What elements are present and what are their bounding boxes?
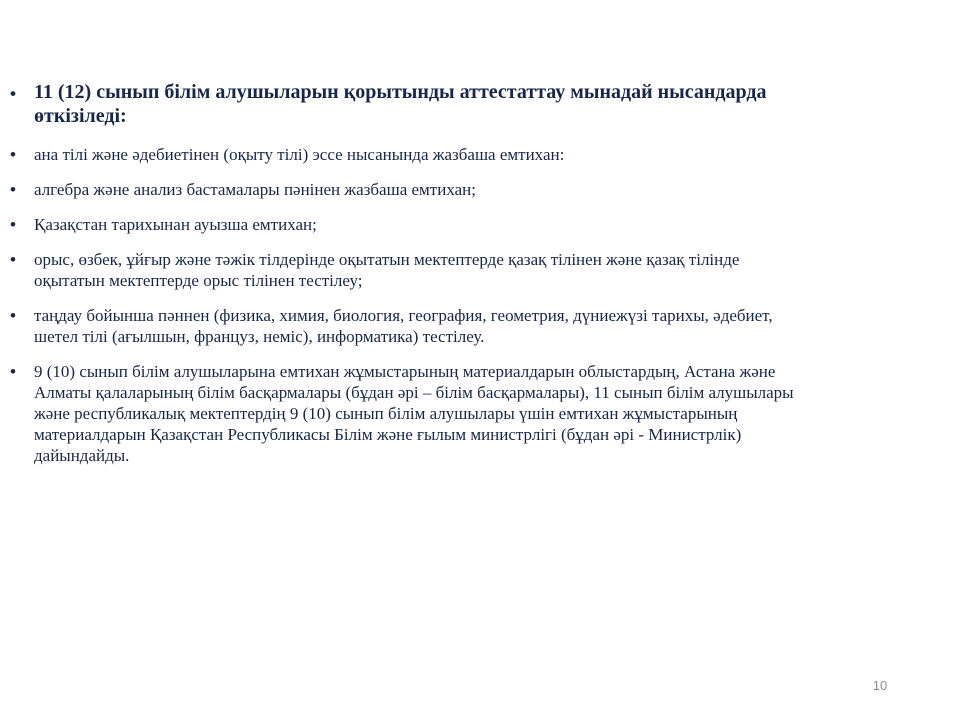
list-item-text: таңдау бойынша пәннен (физика, химия, биология, география, геометрия, дүниежүзі тарихы, әдебиет, шетел тілі (ағылшын, француз, неміс), информатика) тестілеу. xyxy=(34,306,773,346)
bullet-dot-icon: • xyxy=(10,362,16,381)
bullet-dot-icon: • xyxy=(10,215,16,234)
bullet-dot-icon: • xyxy=(10,306,16,325)
list-item xyxy=(10,214,810,235)
list-item-text: алгебра және анализ бастамалары пәнінен жазбаша емтихан; xyxy=(34,180,476,199)
bullet-list xyxy=(10,80,810,480)
list-item xyxy=(10,361,810,466)
list-item-text: Қазақстан тарихынан ауызша емтихан; xyxy=(34,215,317,234)
list-item-text: 9 (10) сынып білім алушыларына емтихан жұмыстарының материалдарын облыстардың, Астана және Алматы қалаларының білім басқармалары (бұдан әрі – білім басқармалары), 11 сынып білім алушылары және республикалық мектептердің 9 (10) сынып білім алушылары үшін емтихан жұмыстарының материалдарын Қазақстан Республикасы Білім және ғылым министрлігі (бұдан әрі - Министрлік) дайындайды. xyxy=(34,362,794,465)
bullet-dot-icon: • xyxy=(10,250,16,269)
bullet-dot-icon: • xyxy=(10,84,16,103)
page-number: 10 xyxy=(872,678,888,693)
list-item xyxy=(10,249,810,291)
list-item xyxy=(10,305,810,347)
list-item xyxy=(10,144,810,165)
list-item-text: орыс, өзбек, ұйғыр және тәжік тілдерінде оқытатын мектептерде қазақ тілінен және қазақ тілінде оқытатын мектептерде орыс тілінен тестілеу; xyxy=(34,250,740,290)
bullet-dot-icon: • xyxy=(10,145,16,164)
list-item xyxy=(10,179,810,200)
heading-bullet xyxy=(10,80,810,128)
bullet-dot-icon: • xyxy=(10,180,16,199)
list-item-text: ана тілі және әдебиетінен (оқыту тілі) эссе нысанында жазбаша емтихан: xyxy=(34,145,565,164)
heading-text: 11 (12) сынып білім алушыларын қорытынды аттестаттау мынадай нысандарда өткізіледі: xyxy=(34,81,767,127)
